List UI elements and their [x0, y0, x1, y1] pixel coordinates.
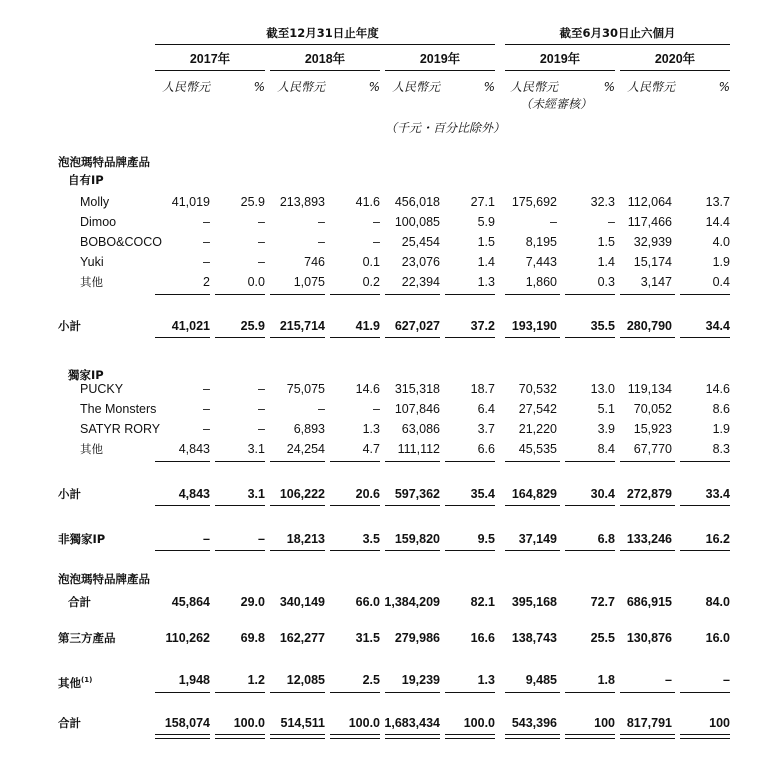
- row-label: SATYR RORY: [80, 422, 161, 436]
- cell-value: 315,318: [394, 382, 440, 396]
- cell-value: –: [203, 255, 210, 269]
- double-rule: [620, 734, 675, 739]
- rule: [620, 550, 675, 551]
- row-label: Dimoo: [80, 215, 117, 229]
- rule: [680, 550, 730, 551]
- row-label: 合計: [58, 716, 81, 730]
- cell-value: 1.9: [712, 255, 730, 269]
- cell-value: 119,134: [627, 382, 672, 396]
- cell-value: –: [258, 422, 265, 436]
- cell-value: –: [258, 215, 265, 229]
- cell-value: 7,443: [525, 255, 557, 269]
- cell-value: 15,923: [633, 422, 672, 436]
- year-2018: 2018年: [304, 52, 346, 66]
- cell-value: 72.7: [590, 595, 615, 609]
- cell-value: 12,085: [286, 673, 325, 687]
- cell-value: 69.8: [240, 631, 265, 645]
- rule: [155, 550, 210, 551]
- cell-value: 8,195: [525, 235, 557, 249]
- cell-value: 6.6: [477, 442, 495, 456]
- cell-value: 21,220: [518, 422, 557, 436]
- cell-value: –: [203, 382, 210, 396]
- rule: [505, 692, 560, 693]
- cell-value: 22,394: [401, 275, 440, 289]
- rule: [155, 461, 210, 462]
- cell-value: 1.9: [712, 422, 730, 436]
- cell-value: –: [258, 255, 265, 269]
- cell-value: 627,027: [394, 319, 440, 333]
- cell-value: –: [203, 422, 210, 436]
- cell-value: 1,384,209: [384, 595, 440, 609]
- cell-value: 8.4: [597, 442, 615, 456]
- cell-value: 4.7: [362, 442, 380, 456]
- cell-value: 35.5: [590, 319, 615, 333]
- rule: [215, 505, 265, 506]
- cell-value: 340,149: [279, 595, 325, 609]
- cell-value: 8.6: [712, 402, 730, 416]
- rule: [680, 294, 730, 295]
- rule: [680, 337, 730, 338]
- double-rule: [385, 734, 440, 739]
- cell-value: 3.5: [362, 532, 380, 546]
- rule: [505, 550, 560, 551]
- rule: [620, 337, 675, 338]
- rule: [445, 505, 495, 506]
- cell-value: 32.3: [590, 195, 615, 209]
- row-label: BOBO&COCO: [80, 235, 162, 249]
- cell-value: 280,790: [626, 319, 672, 333]
- cell-value: 159,820: [394, 532, 440, 546]
- rule: [620, 505, 675, 506]
- pct-header: %: [253, 80, 265, 94]
- cell-value: 112,064: [627, 195, 672, 209]
- unaudited-note: （未經審核）: [520, 97, 593, 111]
- rule: [565, 337, 615, 338]
- rule: [270, 461, 325, 462]
- currency-header: 人民幣元: [392, 80, 441, 94]
- cell-value: –: [203, 215, 210, 229]
- rule: [270, 505, 325, 506]
- cell-value: 32,939: [633, 235, 672, 249]
- cell-value: –: [373, 402, 380, 416]
- cell-value: 16.6: [470, 631, 495, 645]
- cell-value: 41,021: [171, 319, 210, 333]
- cell-value: 70,532: [518, 382, 557, 396]
- row-label: PUCKY: [80, 382, 124, 396]
- cell-value: 14.6: [705, 382, 730, 396]
- cell-value: 4,843: [178, 442, 210, 456]
- double-rule: [565, 734, 615, 739]
- rule: [155, 337, 210, 338]
- double-rule: [680, 734, 730, 739]
- row-label: 其他: [80, 275, 103, 289]
- cell-value: 1,860: [525, 275, 557, 289]
- cell-value: –: [258, 235, 265, 249]
- cell-value: 15,174: [633, 255, 672, 269]
- header-six-months: 截至6月30日止六個月: [559, 26, 676, 40]
- rule: [565, 294, 615, 295]
- currency-header: 人民幣元: [162, 80, 211, 94]
- rule: [505, 337, 560, 338]
- row-label: 非獨家IP: [58, 532, 106, 546]
- cell-value: 63,086: [401, 422, 440, 436]
- row-label: 其他$^{(1)}$: [58, 676, 93, 690]
- cell-value: 3.9: [597, 422, 615, 436]
- cell-value: 193,190: [511, 319, 557, 333]
- cell-value: –: [203, 235, 210, 249]
- cell-value: 130,876: [626, 631, 672, 645]
- cell-value: 133,246: [626, 532, 672, 546]
- cell-value: 817,791: [626, 716, 672, 730]
- currency-header: 人民幣元: [510, 80, 559, 94]
- year-rule: [505, 70, 615, 71]
- cell-value: 8.3: [712, 442, 730, 456]
- row-label: 自有IP: [68, 173, 104, 187]
- cell-value: 30.4: [590, 487, 615, 501]
- rule: [680, 461, 730, 462]
- rule: [385, 461, 440, 462]
- row-label: 獨家IP: [68, 368, 104, 382]
- cell-value: 110,262: [165, 631, 210, 645]
- cell-value: 66.0: [355, 595, 380, 609]
- rule: [215, 550, 265, 551]
- cell-value: 514,511: [280, 716, 325, 730]
- year-2019-h1: 2019年: [539, 52, 581, 66]
- cell-value: 746: [304, 255, 325, 269]
- row-label: Yuki: [80, 255, 104, 269]
- cell-value: –: [258, 402, 265, 416]
- cell-value: 100.0: [463, 716, 495, 730]
- rule: [620, 461, 675, 462]
- units-note: （千元・百分比除外）: [385, 121, 506, 135]
- cell-value: 164,829: [511, 487, 557, 501]
- cell-value: 23,076: [401, 255, 440, 269]
- cell-value: 3.1: [247, 487, 265, 501]
- cell-value: –: [203, 402, 210, 416]
- rule: [565, 550, 615, 551]
- cell-value: 1.2: [247, 673, 265, 687]
- cell-value: 543,396: [511, 716, 557, 730]
- cell-value: –: [550, 215, 557, 229]
- cell-value: 215,714: [279, 319, 325, 333]
- cell-value: 6,893: [293, 422, 325, 436]
- cell-value: 162,277: [279, 631, 325, 645]
- rule: [505, 294, 560, 295]
- cell-value: 19,239: [401, 673, 440, 687]
- cell-value: 18.7: [470, 382, 495, 396]
- cell-value: 3.1: [247, 442, 265, 456]
- cell-value: 84.0: [705, 595, 730, 609]
- cell-value: 14.4: [705, 215, 730, 229]
- cell-value: 0.3: [597, 275, 615, 289]
- row-label: 泡泡瑪特品牌產品: [58, 155, 150, 169]
- pct-header: %: [483, 80, 495, 94]
- cell-value: –: [318, 215, 325, 229]
- cell-value: 0.0: [247, 275, 265, 289]
- cell-value: 100,085: [394, 215, 440, 229]
- rule: [155, 505, 210, 506]
- rule: [680, 505, 730, 506]
- rule: [565, 692, 615, 693]
- rule: [445, 294, 495, 295]
- rule: [270, 550, 325, 551]
- cell-value: 1,683,434: [384, 716, 440, 730]
- rule: [505, 461, 560, 462]
- cell-value: 1.5: [597, 235, 615, 249]
- rule: [215, 692, 265, 693]
- cell-value: 41.9: [355, 319, 380, 333]
- cell-value: 6.4: [477, 402, 495, 416]
- rule: [505, 505, 560, 506]
- cell-value: 1.3: [477, 673, 495, 687]
- row-label: 小計: [58, 487, 81, 501]
- cell-value: 1.8: [597, 673, 615, 687]
- cell-value: 213,893: [279, 195, 325, 209]
- cell-value: –: [318, 235, 325, 249]
- cell-value: 100.0: [348, 716, 380, 730]
- cell-value: 16.0: [705, 631, 730, 645]
- cell-value: 272,879: [626, 487, 672, 501]
- rule: [445, 461, 495, 462]
- cell-value: 5.9: [477, 215, 495, 229]
- rule: [270, 692, 325, 693]
- rule: [385, 550, 440, 551]
- cell-value: 456,018: [394, 195, 440, 209]
- row-label: 第三方產品: [58, 631, 116, 645]
- header-rule-year-end: [155, 44, 495, 45]
- rule: [385, 692, 440, 693]
- cell-value: 597,362: [394, 487, 440, 501]
- row-label: 其他: [80, 442, 103, 456]
- rule: [330, 461, 380, 462]
- cell-value: 1.4: [597, 255, 615, 269]
- cell-value: 1.3: [477, 275, 495, 289]
- currency-header: 人民幣元: [277, 80, 326, 94]
- cell-value: 1.3: [362, 422, 380, 436]
- cell-value: 45,535: [518, 442, 557, 456]
- rule: [270, 337, 325, 338]
- currency-header: 人民幣元: [627, 80, 676, 94]
- year-rule: [385, 70, 495, 71]
- cell-value: 34.4: [705, 319, 730, 333]
- rule: [330, 692, 380, 693]
- cell-value: 279,986: [394, 631, 440, 645]
- cell-value: 9.5: [477, 532, 495, 546]
- cell-value: 4,843: [178, 487, 210, 501]
- cell-value: 4.0: [712, 235, 730, 249]
- cell-value: 3,147: [640, 275, 672, 289]
- year-2020-h1: 2020年: [654, 52, 696, 66]
- rule: [330, 550, 380, 551]
- rule: [215, 461, 265, 462]
- rule: [330, 337, 380, 338]
- rule: [215, 294, 265, 295]
- cell-value: 70,052: [633, 402, 672, 416]
- rule: [270, 294, 325, 295]
- cell-value: 1,948: [178, 673, 210, 687]
- pct-header: %: [718, 80, 730, 94]
- cell-value: 35.4: [470, 487, 495, 501]
- rule: [155, 294, 210, 295]
- rule: [385, 337, 440, 338]
- cell-value: 13.7: [705, 195, 730, 209]
- cell-value: 686,915: [626, 595, 672, 609]
- rule: [330, 294, 380, 295]
- year-rule: [270, 70, 380, 71]
- pct-header: %: [603, 80, 615, 94]
- rule: [330, 505, 380, 506]
- cell-value: 1,075: [293, 275, 325, 289]
- year-2017: 2017年: [189, 52, 231, 66]
- row-label: Molly: [80, 195, 110, 209]
- double-rule: [270, 734, 325, 739]
- cell-value: –: [318, 402, 325, 416]
- pct-header: %: [368, 80, 380, 94]
- rule: [445, 337, 495, 338]
- footnote-marker: (1): [81, 676, 93, 684]
- cell-value: 138,743: [511, 631, 557, 645]
- rule: [620, 692, 675, 693]
- cell-value: 41,019: [171, 195, 210, 209]
- cell-value: 67,770: [633, 442, 672, 456]
- cell-value: –: [373, 215, 380, 229]
- cell-value: 18,213: [286, 532, 325, 546]
- cell-value: 14.6: [355, 382, 380, 396]
- cell-value: 41.6: [355, 195, 380, 209]
- cell-value: 1.5: [477, 235, 495, 249]
- double-rule: [330, 734, 380, 739]
- row-label: 小計: [58, 319, 81, 333]
- cell-value: 117,466: [627, 215, 672, 229]
- cell-value: 100: [709, 716, 730, 730]
- rule: [385, 294, 440, 295]
- cell-value: 0.2: [362, 275, 380, 289]
- rule: [565, 505, 615, 506]
- row-label: 泡泡瑪特品牌產品: [58, 572, 150, 586]
- year-rule: [155, 70, 265, 71]
- double-rule: [215, 734, 265, 739]
- cell-value: 2.5: [362, 673, 380, 687]
- row-label: The Monsters: [80, 402, 157, 416]
- cell-value: 45,864: [171, 595, 210, 609]
- cell-value: 75,075: [286, 382, 325, 396]
- cell-value: 25.9: [240, 319, 265, 333]
- cell-value: 100.0: [233, 716, 265, 730]
- cell-value: 25,454: [401, 235, 440, 249]
- cell-value: 175,692: [511, 195, 557, 209]
- cell-value: 106,222: [279, 487, 325, 501]
- cell-value: 6.8: [597, 532, 615, 546]
- row-label: 合計: [68, 595, 91, 609]
- cell-value: 31.5: [355, 631, 380, 645]
- rule: [620, 294, 675, 295]
- cell-value: 27.1: [470, 195, 495, 209]
- cell-value: 395,168: [511, 595, 557, 609]
- cell-value: 33.4: [705, 487, 730, 501]
- year-rule: [620, 70, 730, 71]
- cell-value: 82.1: [470, 595, 495, 609]
- rule: [445, 692, 495, 693]
- cell-value: 0.4: [712, 275, 730, 289]
- cell-value: –: [258, 382, 265, 396]
- double-rule: [155, 734, 210, 739]
- cell-value: 107,846: [394, 402, 440, 416]
- year-2019: 2019年: [419, 52, 461, 66]
- rule: [445, 550, 495, 551]
- cell-value: 9,485: [525, 673, 557, 687]
- rule: [215, 337, 265, 338]
- cell-value: 13.0: [590, 382, 615, 396]
- cell-value: –: [203, 532, 210, 546]
- cell-value: 37.2: [470, 319, 495, 333]
- cell-value: 5.1: [597, 402, 615, 416]
- double-rule: [445, 734, 495, 739]
- cell-value: 16.2: [705, 532, 730, 546]
- cell-value: –: [373, 235, 380, 249]
- cell-value: 25.9: [240, 195, 265, 209]
- header-year-end: 截至12月31日止年度: [266, 26, 379, 40]
- cell-value: –: [665, 673, 672, 687]
- cell-value: –: [723, 673, 730, 687]
- rule: [680, 692, 730, 693]
- cell-value: 29.0: [240, 595, 265, 609]
- rule: [385, 505, 440, 506]
- cell-value: 37,149: [518, 532, 557, 546]
- double-rule: [505, 734, 560, 739]
- cell-value: 24,254: [286, 442, 325, 456]
- cell-value: 100: [594, 716, 615, 730]
- cell-value: 111,112: [397, 442, 440, 456]
- cell-value: 1.4: [477, 255, 495, 269]
- rule: [155, 692, 210, 693]
- cell-value: 2: [203, 275, 210, 289]
- cell-value: –: [608, 215, 615, 229]
- rule: [565, 461, 615, 462]
- cell-value: 158,074: [164, 716, 210, 730]
- cell-value: 27,542: [518, 402, 557, 416]
- cell-value: –: [258, 532, 265, 546]
- header-rule-six-months: [505, 44, 730, 45]
- cell-value: 25.5: [590, 631, 615, 645]
- cell-value: 3.7: [477, 422, 495, 436]
- cell-value: 0.1: [362, 255, 380, 269]
- cell-value: 20.6: [355, 487, 380, 501]
